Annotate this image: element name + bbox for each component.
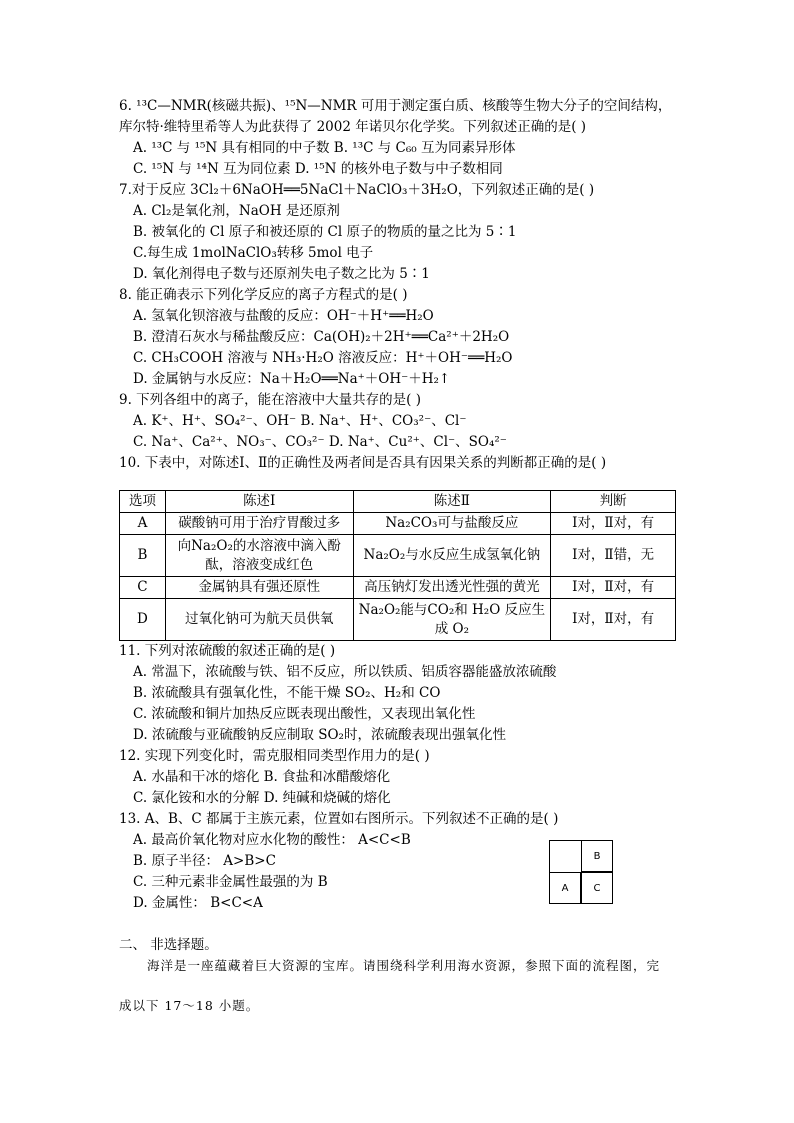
q6-line2: 库尔特·维特里希等人为此获得了 2002 年诺贝尔化学奖。下列叙述正确的是( ) — [119, 119, 587, 135]
table-header: 判断 — [551, 491, 676, 513]
q6-line1: 6. ¹³C—NMR(核磁共振)、¹⁵N—NMR 可用于测定蛋白质、核酸等生物大分子的空间结构， — [119, 98, 672, 114]
table-cell: 过氧化钠可为航天员供氧 — [165, 599, 353, 641]
table-cell: A — [120, 513, 166, 535]
cell-b: B — [581, 840, 613, 872]
q7-option-c: C.每生成 1molNaClO₃转移 5mol 电子 — [133, 245, 374, 261]
table-cell: C — [120, 577, 166, 599]
q8-option-c: C. CH₃COOH 溶液与 NH₃·H₂O 溶液反应：H⁺＋OH⁻══H₂O — [133, 350, 513, 366]
cell-c: C — [581, 872, 613, 904]
section2-heading: 二、 非选择题。 — [119, 937, 218, 953]
q8-stem: 8. 能正确表示下列化学反应的离子方程式的是( ) — [119, 287, 408, 303]
table-cell: B — [120, 535, 166, 577]
q11-stem: 11. 下列对浓硫酸的叙述正确的是( ) — [119, 643, 336, 659]
q9-options-ab: A. K⁺、H⁺、SO₄²⁻、OH⁻ B. Na⁺、H⁺、CO₃²⁻、Cl⁻ — [133, 413, 467, 429]
q13-stem: 13. A、B、C 都属于主族元素，位置如右图所示。下列叙述不正确的是( ) — [119, 811, 559, 827]
table-cell: Na₂O₂能与CO₂和 H₂O 反应生成 O₂ — [353, 599, 551, 641]
q11-option-a: A. 常温下，浓硫酸与铁、铝不反应，所以铁质、铝质容器能盛放浓硫酸 — [133, 664, 557, 680]
cell-a: A — [549, 872, 581, 904]
q11-option-d: D. 浓硫酸与亚硫酸钠反应制取 SO₂时，浓硫酸表现出强氧化性 — [133, 727, 506, 743]
table-row — [120, 599, 676, 641]
table-cell: Ⅰ对，Ⅱ对，有 — [551, 599, 676, 641]
q6-options-ab: A. ¹³C 与 ¹⁵N 具有相同的中子数 B. ¹³C 与 C₆₀ 互为同素异形体 — [133, 140, 516, 156]
table-header-row — [120, 491, 676, 513]
table-header: 选项 — [120, 491, 166, 513]
table-cell: Na₂CO₃可与盐酸反应 — [353, 513, 551, 535]
q11-option-b: B. 浓硫酸具有强氧化性，不能干燥 SO₂、H₂和 CO — [133, 685, 441, 701]
table-row — [120, 577, 676, 599]
table-header: 陈述Ⅱ — [353, 491, 551, 513]
q8-option-d: D. 金属钠与水反应：Na＋H₂O══Na⁺＋OH⁻＋H₂↑ — [133, 371, 451, 387]
q9-stem: 9. 下列各组中的离子，能在溶液中大量共存的是( ) — [119, 392, 421, 408]
q7-option-b: B. 被氧化的 Cl 原子和被还原的 Cl 原子的物质的量之比为 5∶1 — [133, 224, 517, 240]
table-cell: Ⅰ对，Ⅱ错，无 — [551, 535, 676, 577]
table-row — [120, 535, 676, 577]
q13-option-a: A. 最高价氧化物对应水化物的酸性： A<C<B — [133, 832, 411, 848]
q6-options-cd: C. ¹⁵N 与 ¹⁴N 互为同位素 D. ¹⁵N 的核外电子数与中子数相同 — [133, 161, 503, 177]
q8-option-b: B. 澄清石灰水与稀盐酸反应：Ca(OH)₂＋2H⁺══Ca²⁺＋2H₂O — [133, 329, 510, 345]
section2-intro-line2: 成以下 17～18 小题。 — [119, 998, 260, 1013]
q13-option-d: D. 金属性： B<C<A — [133, 895, 263, 911]
table-header: 陈述Ⅰ — [165, 491, 353, 513]
q13-option-c: C. 三种元素非金属性最强的为 B — [133, 874, 328, 890]
table-cell: 向Na₂O₂的水溶液中滴入酚酞，溶液变成红色 — [165, 535, 353, 577]
table-cell: Na₂O₂与水反应生成氢氧化钠 — [353, 535, 551, 577]
cell-empty — [549, 840, 581, 872]
periodic-position-figure — [549, 840, 613, 904]
q11-option-c: C. 浓硫酸和铜片加热反应既表现出酸性，又表现出氧化性 — [133, 706, 476, 722]
q10-stem: 10. 下表中，对陈述Ⅰ、Ⅱ的正确性及两者间是否具有因果关系的判断都正确的是( ) — [119, 455, 607, 471]
table-cell: D — [120, 599, 166, 641]
q9-options-cd: C. Na⁺、Ca²⁺、NO₃⁻、CO₃²⁻ D. Na⁺、Cu²⁺、Cl⁻、SO₄²⁻ — [133, 434, 507, 450]
table-cell: 高压钠灯发出透光性强的黄光 — [353, 577, 551, 599]
q7-option-d: D. 氧化剂得电子数与还原剂失电子数之比为 5∶1 — [133, 266, 430, 282]
table-row — [120, 513, 676, 535]
table-cell: Ⅰ对，Ⅱ对，有 — [551, 577, 676, 599]
table-cell: 碳酸钠可用于治疗胃酸过多 — [165, 513, 353, 535]
q7-option-a: A. Cl₂是氧化剂，NaOH 是还原剂 — [133, 203, 340, 219]
q13-option-b: B. 原子半径： A>B>C — [133, 853, 276, 869]
q10-comparison-table — [119, 490, 676, 641]
q12-options-ab: A. 水晶和干冰的熔化 B. 食盐和冰醋酸熔化 — [133, 769, 391, 785]
section2-intro-line1: 海洋是一座蕴藏着巨大资源的宝库。请围绕科学利用海水资源，参照下面的流程图，完 — [147, 958, 661, 973]
q7-stem: 7.对于反应 3Cl₂＋6NaOH══5NaCl＋NaClO₃＋3H₂O，下列叙述正确的是( ) — [119, 182, 595, 198]
q12-options-cd: C. 氯化铵和水的分解 D. 纯碱和烧碱的熔化 — [133, 790, 391, 806]
q12-stem: 12. 实现下列变化时，需克服相同类型作用力的是( ) — [119, 748, 430, 764]
table-cell: Ⅰ对，Ⅱ对，有 — [551, 513, 676, 535]
table-cell: 金属钠具有强还原性 — [165, 577, 353, 599]
q8-option-a: A. 氢氧化钡溶液与盐酸的反应：OH⁻＋H⁺══H₂O — [133, 308, 434, 324]
